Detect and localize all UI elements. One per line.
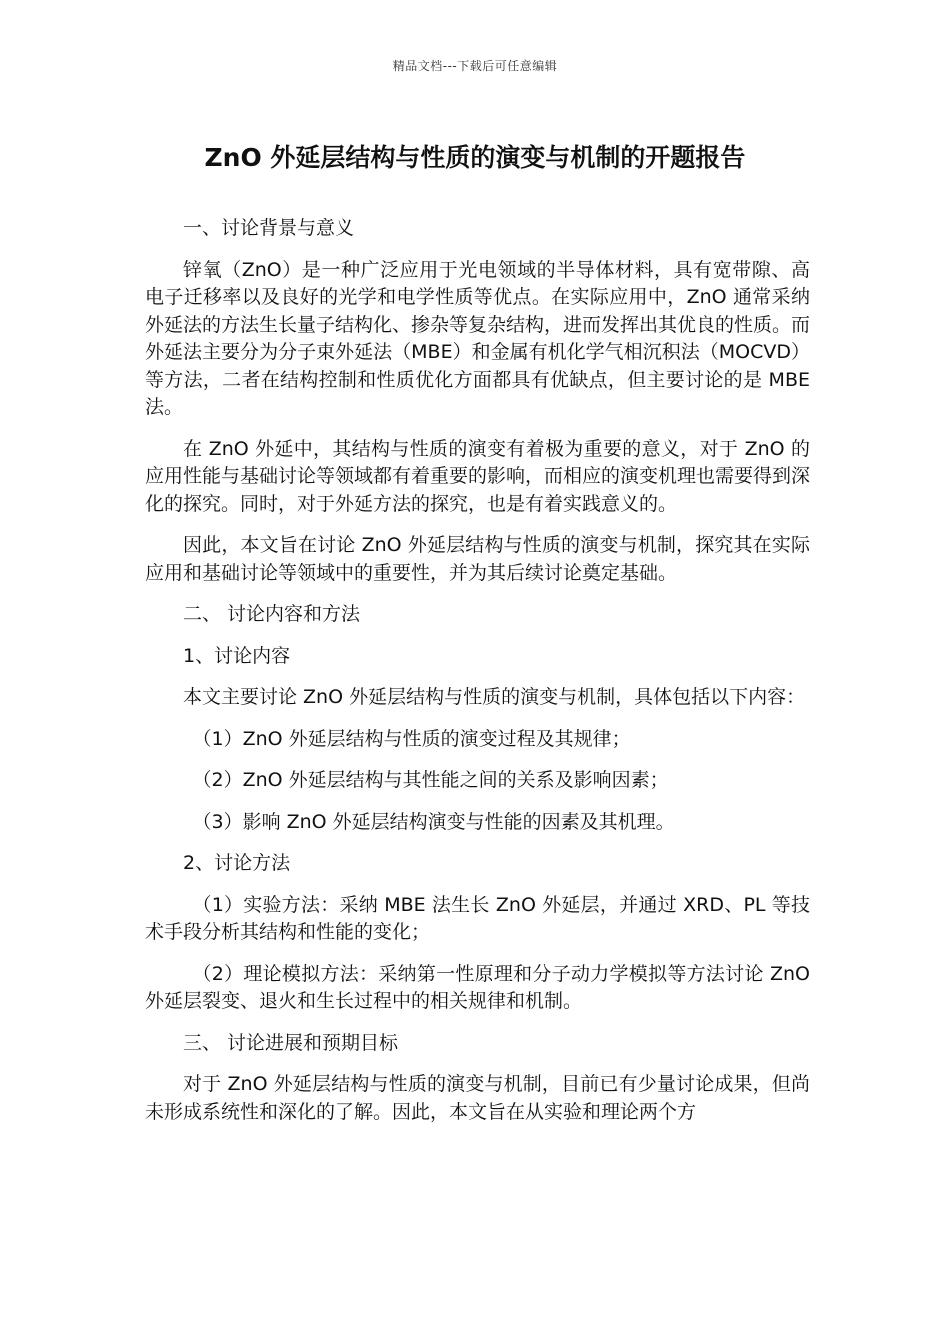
paragraph-significance: 在 ZnO 外延中，其结构与性质的演变有着极为重要的意义，对于 ZnO 的应用性能与基础讨论等领域都有着重要的影响，而相应的演变机理也需要得到深化的探究。同时，对于外延方法的探究，也是有着实践意义的。 [145, 437, 811, 515]
header-watermark: 精品文档---下载后可任意编辑 [392, 59, 558, 73]
document-body [145, 215, 810, 1140]
list-item-content-3: （3）影响 ZnO 外延层结构演变与性能的因素及其机理。 [192, 810, 675, 833]
paragraph-zno-intro: 锌氧（ZnO）是一种广泛应用于光电领域的半导体材料，具有宽带隙、高电子迁移率以及良好的光学和电学性质等优点。在实际应用中，ZnO 通常采纳外延法的方法生长量子结构化、掺杂等复杂结构，进而发挥出其优良的性质。而外延法主要分为分子束外延法（MBE）和金属有机化学气相沉积法（MOCVD）等方法，二者在结构控制和性质优化方面都具有优缺点，但主要讨论的是 MBE 法。 [145, 258, 811, 418]
list-item-content-2: （2）ZnO 外延层结构与其性能之间的关系及影响因素； [192, 769, 669, 791]
paragraph-content-intro: 本文主要讨论 ZnO 外延层结构与性质的演变与机制，具体包括以下内容： [183, 686, 806, 708]
paragraph-purpose: 因此，本文旨在讨论 ZnO 外延层结构与性质的演变与机制，探究其在实际应用和基础讨论等领域中的重要性，并为其后续讨论奠定基础。 [145, 534, 810, 584]
list-item-method-experimental: （1）实验方法：采纳 MBE 法生长 ZnO 外延层，并通过 XRD、PL 等技术手段分析其结构和性能的变化； [145, 893, 810, 943]
document-title: ZnO 外延层结构与性质的演变与机制的开题报告 [204, 143, 746, 172]
list-item-content-1: （1）ZnO 外延层结构与性质的演变过程及其规律； [192, 727, 631, 750]
list-item-method-simulation: （2）理论模拟方法：采纳第一性原理和分子动力学模拟等方法讨论 ZnO 外延层裂变、退火和生长过程中的相关规律和机制。 [145, 962, 810, 1012]
paragraph-progress: 对于 ZnO 外延层结构与性质的演变与机制，目前已有少量讨论成果，但尚未形成系统性和深化的了解。因此，本文旨在从实验和理论两个方 [145, 1073, 810, 1123]
section-heading-progress-goals: 三、 讨论进展和预期目标 [183, 1031, 399, 1054]
section-heading-content-methods: 二、 讨论内容和方法 [183, 603, 361, 625]
subheading-content: 1、讨论内容 [183, 644, 291, 667]
subheading-methods: 2、讨论方法 [183, 852, 291, 874]
section-heading-background: 一、讨论背景与意义 [183, 217, 355, 239]
